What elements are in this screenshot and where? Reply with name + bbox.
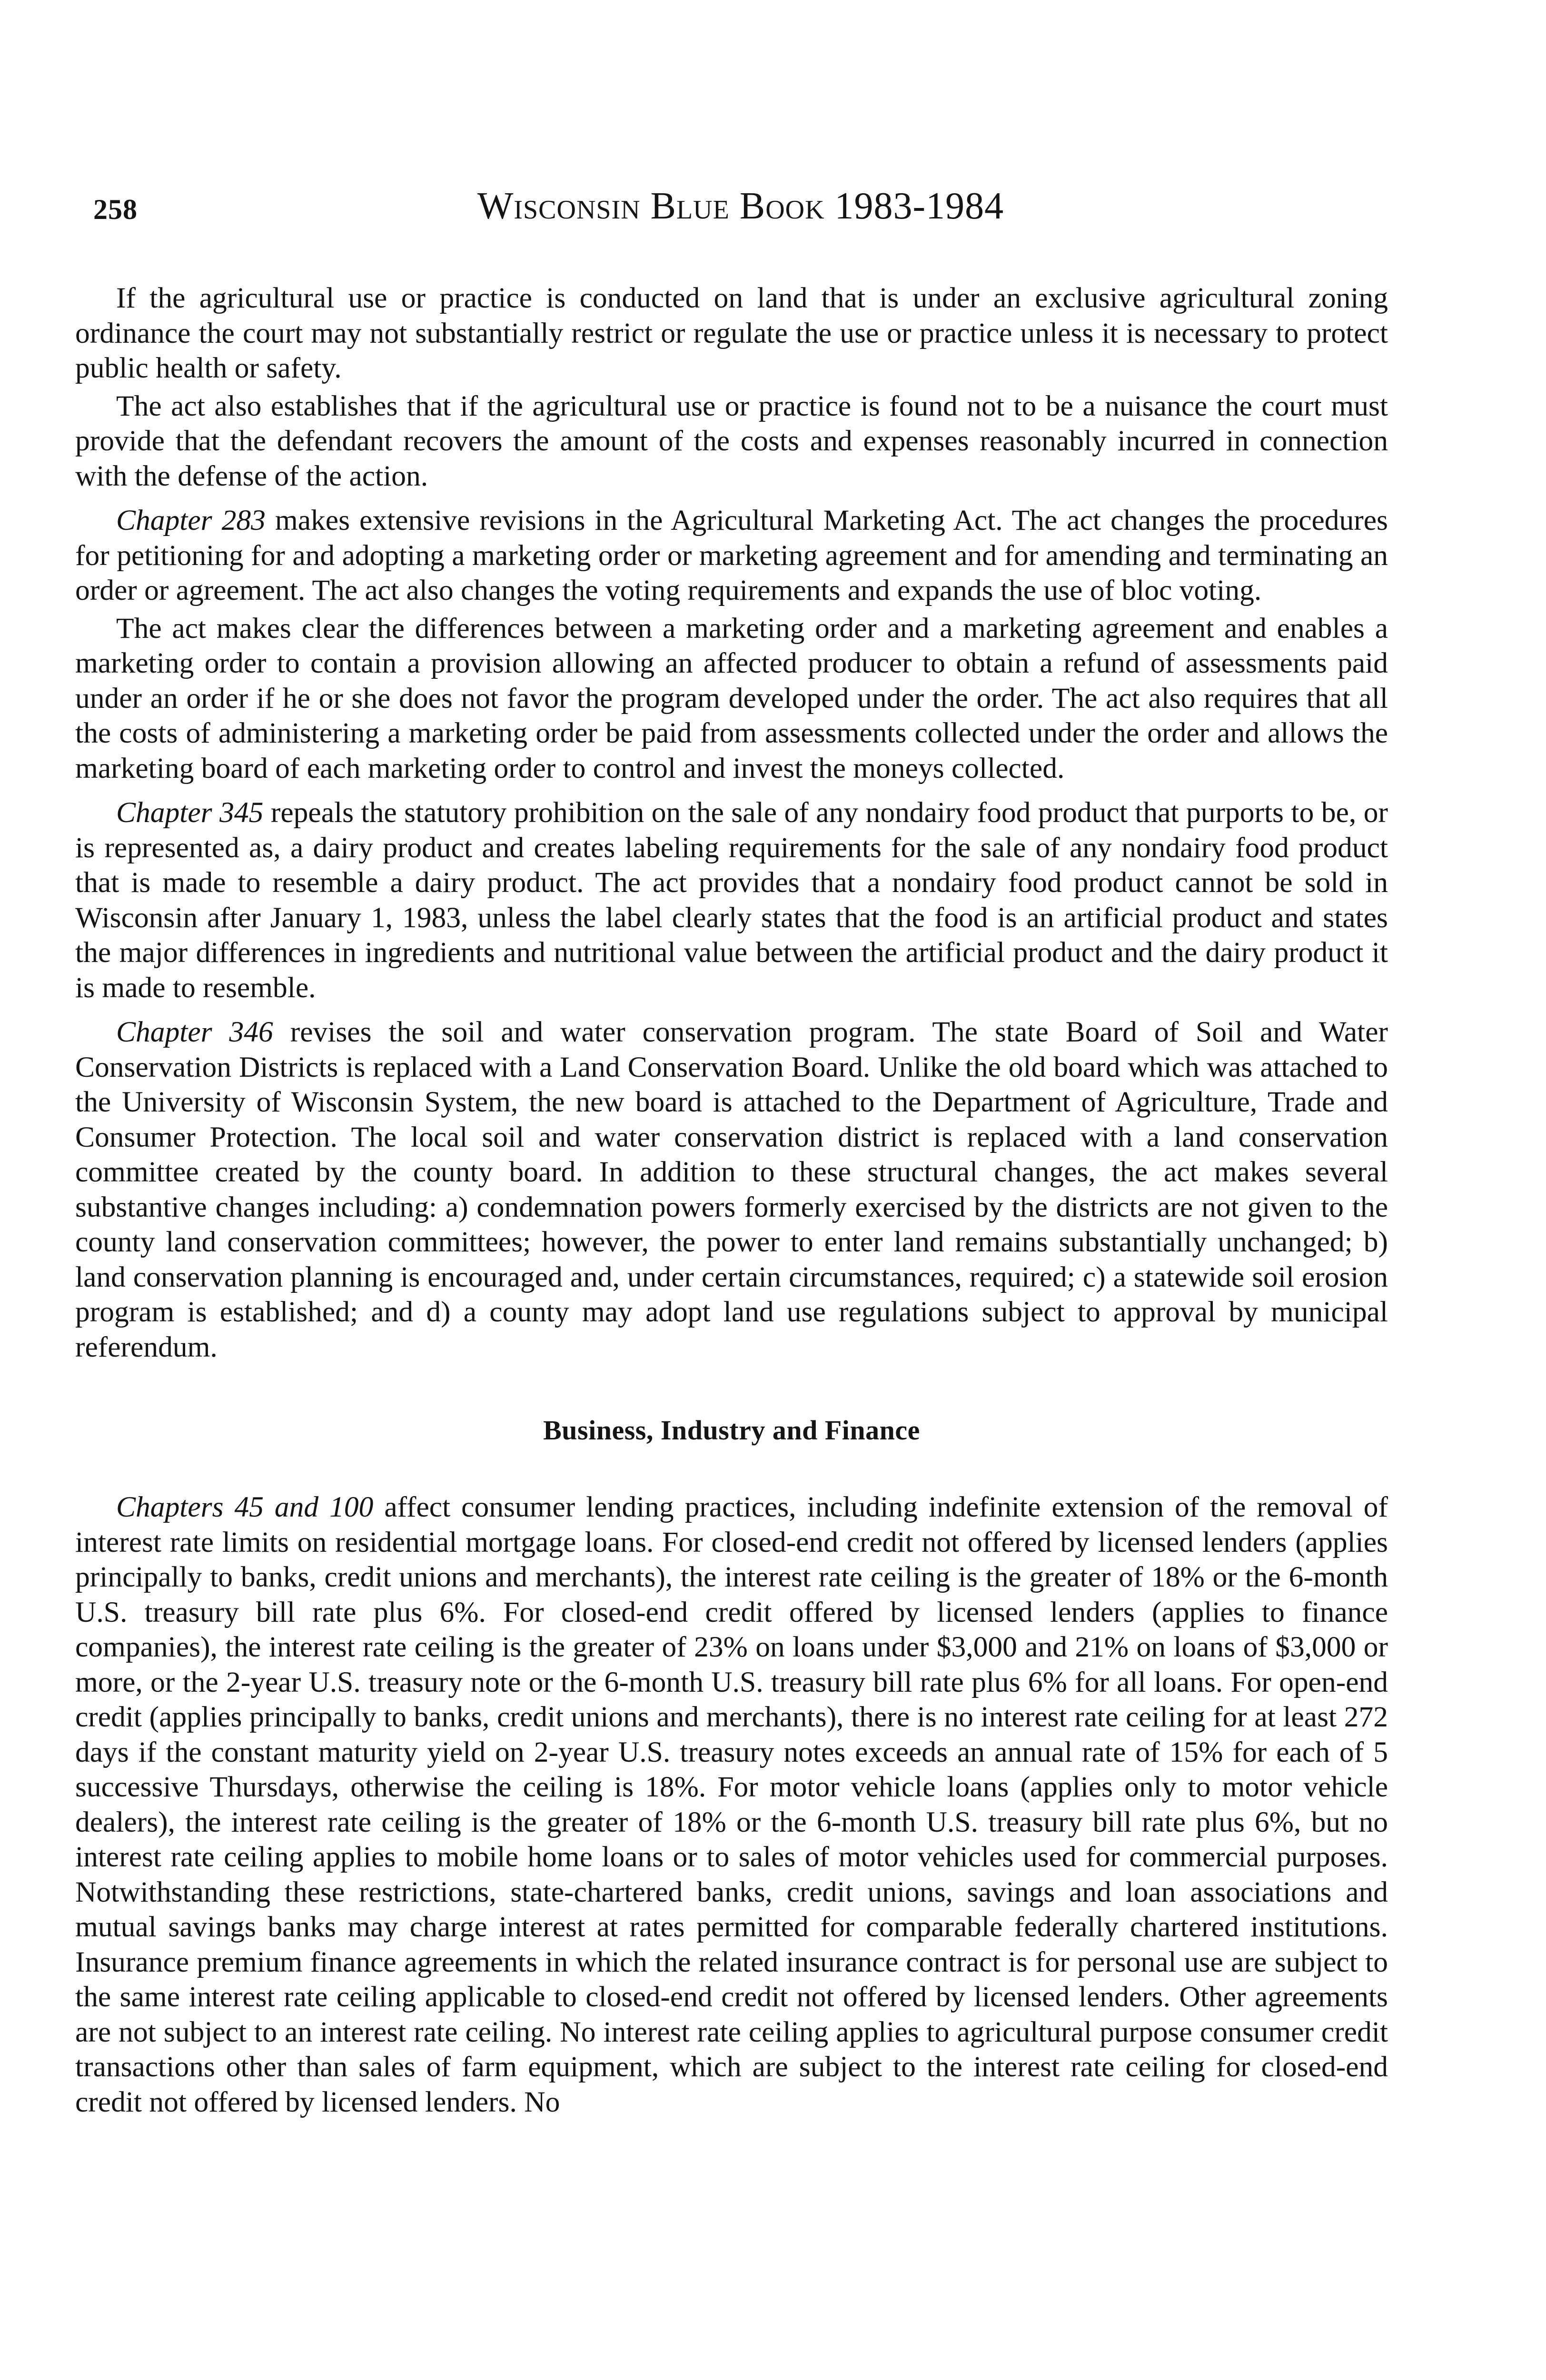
paragraph [75, 281, 1388, 386]
paragraph-text: makes extensive revisions in the Agricultural Marketing Act. The act changes the procedures for petitioning for and adopting a marketing order or marketing agreement and for amending and terminating an order or agreement. The act also changes the voting requirements and expands the use of bloc voting. [75, 504, 1388, 606]
chapter-reference: Chapter 345 [116, 796, 264, 829]
paragraph-text: The act makes clear the differences between a marketing order and a marketing agreement and enables a marketing order to contain a provision allowing an affected producer to obtain a refund of assessments paid under an order if he or she does not favor the program developed under the order. The act also requires that all the costs of administering a marketing order be paid from assessments collected under the order and allows the marketing board of each marketing order to control and invest the moneys collected. [75, 612, 1388, 784]
paragraph-text: If the agricultural use or practice is conducted on land that is under an exclusive agricultural zoning ordinance the court may not substantially restrict or regulate the use or practice unless it is necessary to protect public health or safety. [75, 282, 1388, 384]
running-title: Wisconsin Blue Book 1983-1984 [477, 185, 1004, 227]
paragraph [75, 795, 1388, 1005]
chapter-reference: Chapter 283 [116, 504, 266, 536]
paragraph-text: affect consumer lending practices, including indefinite extension of the removal of interest rate limits on residential mortgage loans. For closed-end credit not offered by licensed lenders (applies principally to banks, credit unions and merchants), the interest rate ceiling is the greater of 18% or the 6-month U.S. treasury bill rate plus 6%. For closed-end credit offered by licensed lenders (applies to finance companies), the interest rate ceiling is the greater of 23% on loans under $3,000 and 21% on loans of $3,000 or more, or the 2-year U.S. treasury note or the 6-month U.S. treasury bill rate plus 6% for all loans. For open-end credit (applies principally to banks, credit unions and merchants), there is no interest rate ceiling for at least 272 days if the constant maturity yield on 2-year U.S. treasury notes exceeds an annual rate of 15% for each of 5 successive Thursdays, otherwise the ceiling is 18%. For motor vehicle loans (applies only to motor vehicle dealers), the interest rate ceiling is the greater of 18% or the 6-month U.S. treasury bill rate plus 6%, but no interest rate ceiling applies to mobile home loans or to sales of motor vehicles used for commercial purposes. Notwithstanding these restrictions, state-chartered banks, credit unions, savings and loan associations and mutual savings banks may charge interest at rates permitted for comparable federally chartered institutions. Insurance premium finance agreements in which the related insurance contract is for personal use are subject to the same interest rate ceiling applicable to closed-end credit not offered by licensed lenders. Other agreements are not subject to an interest rate ceiling. No interest rate ceiling applies to agricultural purpose consumer credit transactions other than sales of farm equipment, which are subject to the interest rate ceiling for closed-end credit not offered by licensed lenders. No [75, 1491, 1388, 2118]
page-number: 258 [93, 194, 138, 225]
paragraph [75, 1015, 1388, 1365]
paragraph-text: The act also establishes that if the agricultural use or practice is found not to be a nuisance the court must provide that the defendant recovers the amount of the costs and expenses reasonably incurred in connection with the defense of the action. [75, 389, 1388, 492]
paragraph-text: revises the soil and water conservation program. The state Board of Soil and Water Conservation Districts is replaced with a Land Conservation Board. Unlike the old board which was attached to the University of Wisconsin System, the new board is attached to the Department of Agriculture, Trade and Consumer Protection. The local soil and water conservation district is replaced with a land conservation committee created by the county board. In addition to these structural changes, the act makes several substantive changes including: a) condemnation powers formerly exercised by the districts are not given to the county land conservation committees; however, the power to enter land remains substantially unchanged; b) land conservation planning is encouraged and, under certain circumstances, required; c) a statewide soil erosion program is established; and d) a county may adopt land use regulations subject to approval by municipal referendum. [75, 1016, 1388, 1363]
paragraph [75, 503, 1388, 608]
chapter-reference: Chapters 45 and 100 [116, 1491, 374, 1523]
chapter-reference: Chapter 346 [116, 1016, 273, 1048]
paragraph [75, 1490, 1388, 2120]
paragraph [75, 389, 1388, 494]
paragraph [75, 611, 1388, 786]
section-heading: Business, Industry and Finance [543, 1415, 920, 1446]
body-text [75, 281, 1388, 2129]
paragraph-text: repeals the statutory prohibition on the sale of any nondairy food product that purports to be, or is represented as, a dairy product and creates labeling requirements for the sale of any nondairy food product that is made to resemble a dairy product. The act provides that a nondairy food product cannot be sold in Wisconsin after January 1, 1983, unless the label clearly states that the food is an artificial product and states the major differences in ingredients and nutritional value between the artificial product and the dairy product it is made to resemble. [75, 796, 1388, 1004]
running-header [93, 185, 1388, 237]
